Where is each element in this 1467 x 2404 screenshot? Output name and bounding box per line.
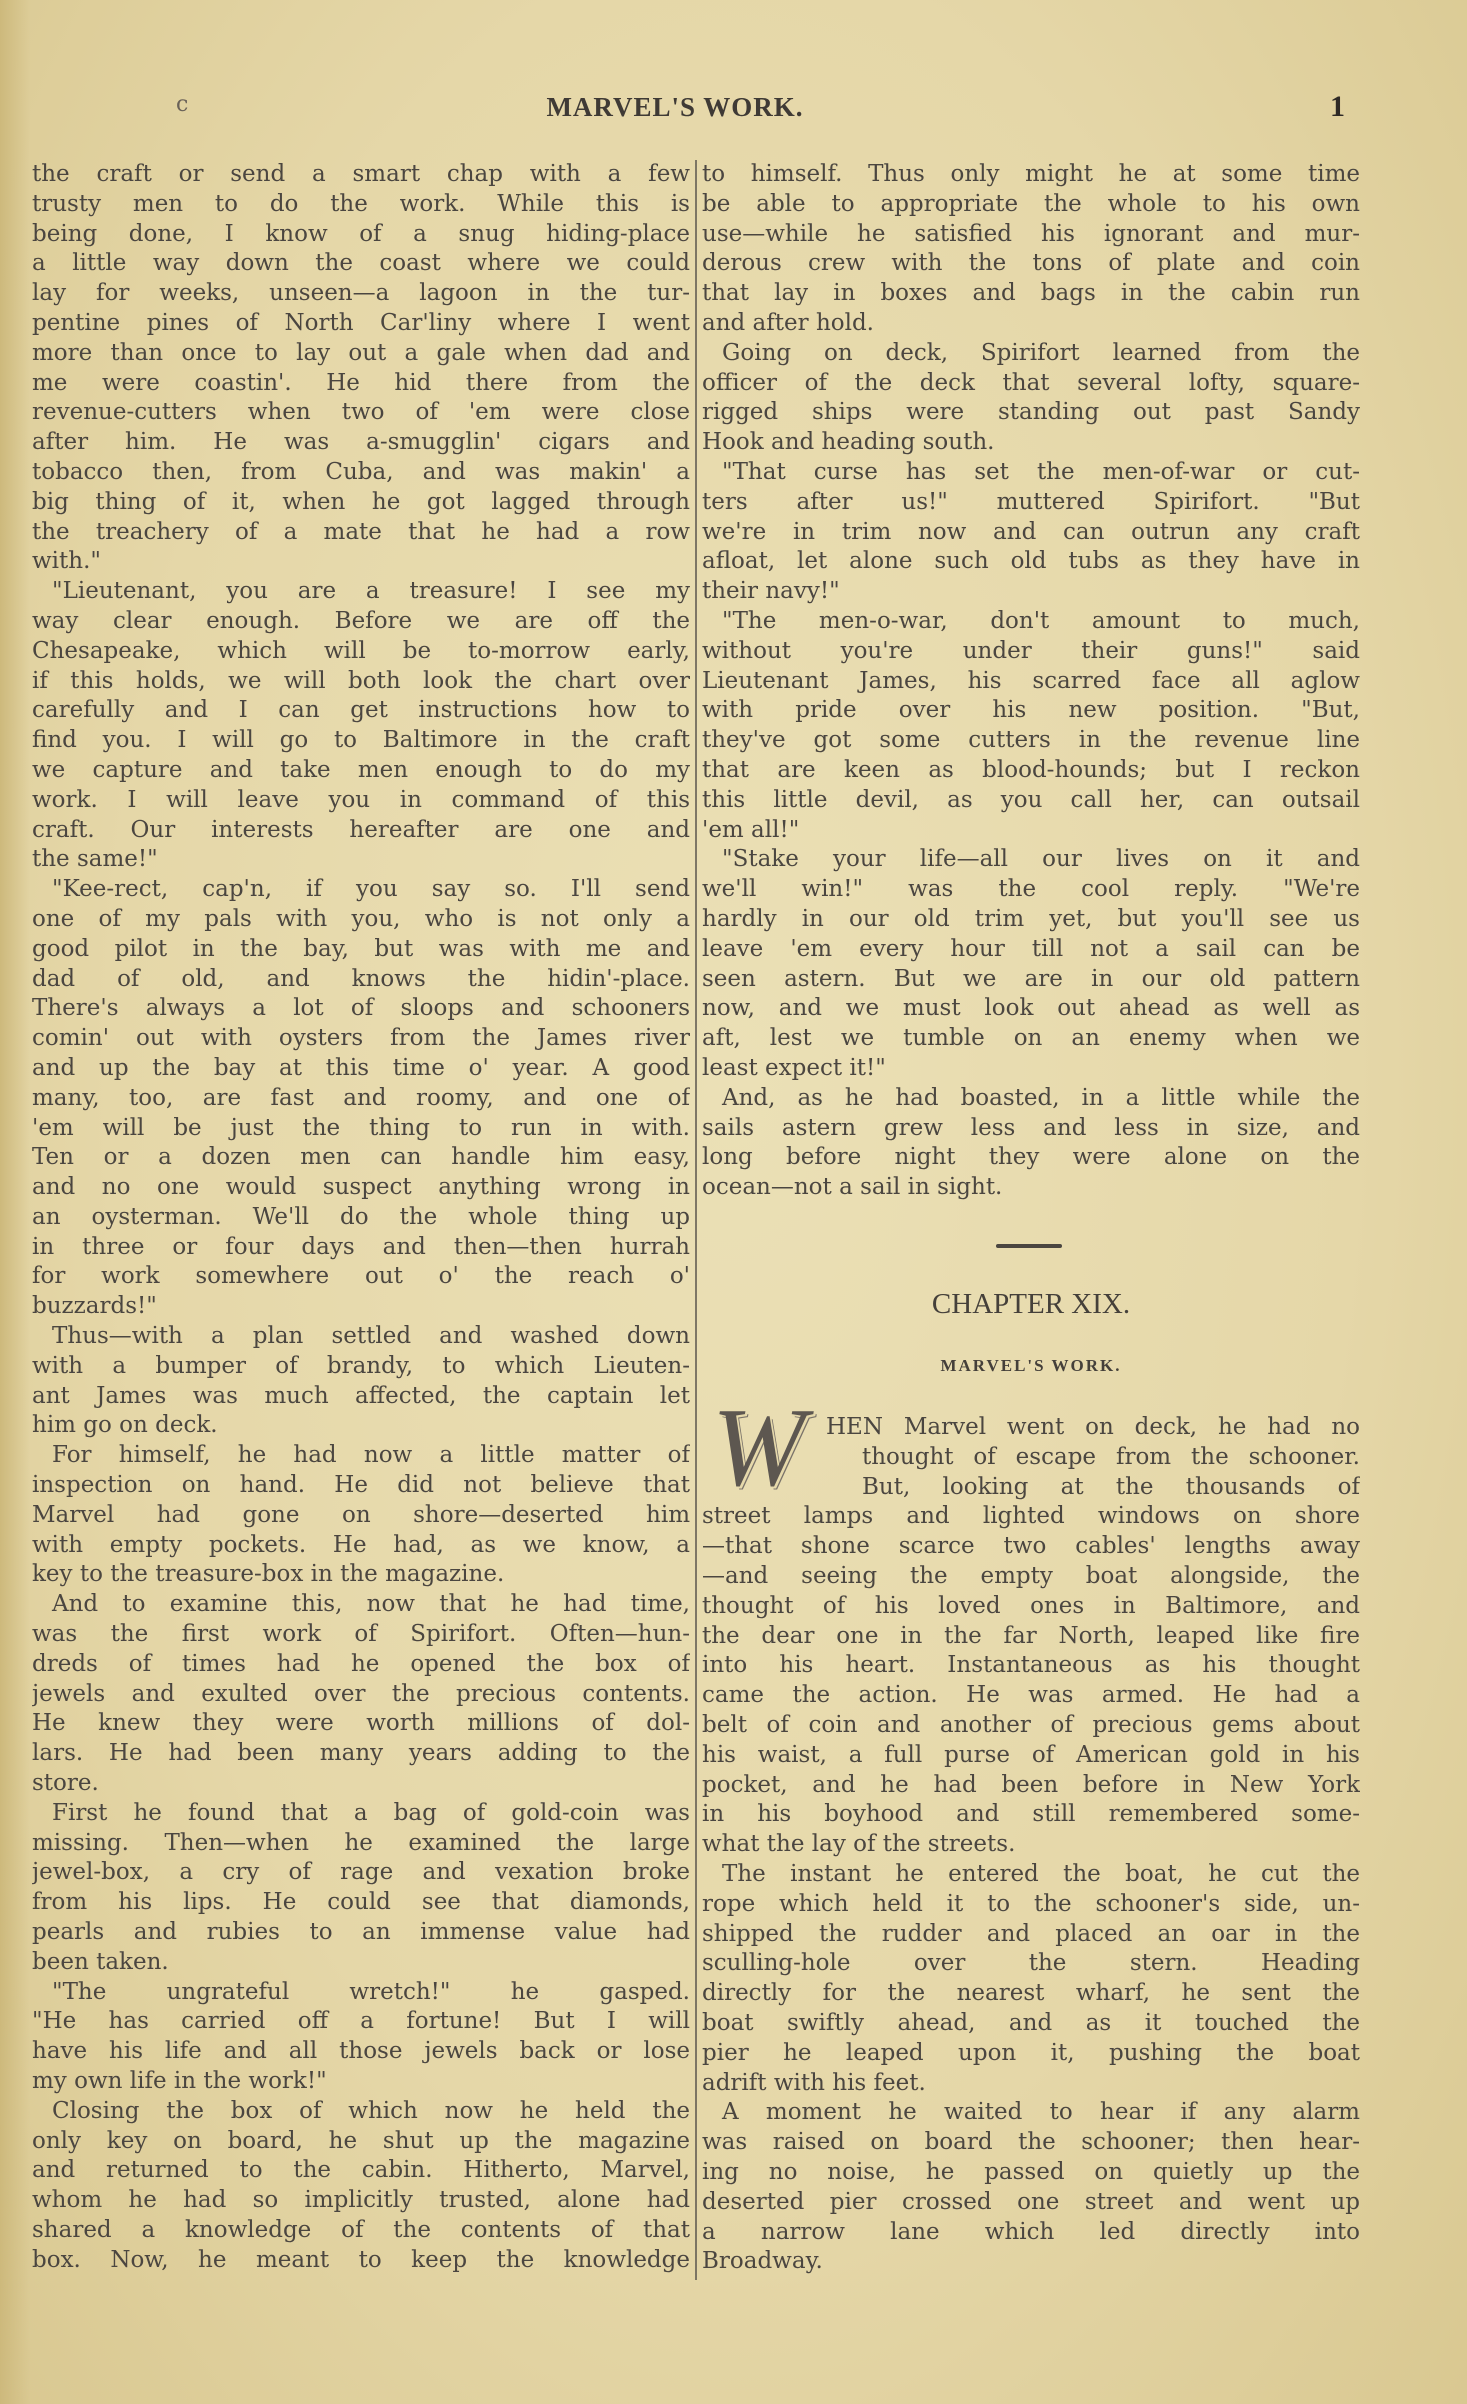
text-line: thought of escape from the schooner.	[862, 1443, 1360, 1470]
text-line: lay for weeks, unseen—a lagoon in the tur-	[32, 280, 690, 307]
text-line: deserted pier crossed one street and went up	[702, 2188, 1360, 2215]
text-line: jewel-box, a cry of rage and vexation broke	[32, 1859, 690, 1886]
text-line: we capture and take men enough to do my	[32, 756, 690, 783]
text-line: pearls and rubies to an immense value had	[32, 1919, 690, 1946]
text-line: Ten or a dozen men can handle him easy,	[32, 1144, 690, 1171]
paragraph	[702, 607, 1360, 845]
text-line: with a bumper of brandy, to which Lieuten-	[32, 1352, 690, 1379]
text-line: least expect it!"	[702, 1054, 886, 1081]
paragraph	[32, 160, 690, 577]
text-line: A moment he waited to hear if any alarm	[722, 2099, 1360, 2126]
text-line: in his boyhood and still remembered some-	[702, 1801, 1360, 1828]
text-line: and up the bay at this time o' year. A good	[32, 1054, 690, 1081]
text-line: they've got some cutters in the revenue line	[702, 727, 1360, 754]
paragraph	[32, 2097, 690, 2276]
paragraph	[32, 1590, 690, 1799]
text-line: Lieutenant James, his scarred face all aglow	[702, 667, 1360, 694]
text-line: First he found that a bag of gold-coin was	[52, 1799, 690, 1826]
text-line: "The men-o-war, don't amount to much,	[722, 607, 1360, 634]
text-line: to himself. Thus only might he at some time	[702, 161, 1360, 187]
text-line: aft, lest we tumble on an enemy when we	[702, 1025, 1360, 1052]
text-line: key to the treasure-box in the magazine.	[32, 1561, 505, 1588]
text-line: "That curse has set the men-of-war or cut-	[722, 458, 1360, 485]
text-line: only key on board, he shut up the magazine	[32, 2127, 690, 2154]
paragraph	[32, 1978, 690, 2097]
text-line: He knew they were worth millions of dol-	[32, 1710, 690, 1737]
text-line: street lamps and lighted windows on shore	[702, 1503, 1360, 1530]
text-line: now, and we must look out ahead as well as	[702, 995, 1360, 1022]
drop-cap: W	[712, 1386, 806, 1510]
text-line: been taken.	[32, 1948, 169, 1975]
text-line: boat swiftly ahead, and as it touched the	[702, 2009, 1360, 2036]
text-line: seen astern. But we are in our old pattern	[702, 965, 1360, 992]
page-number: 1	[1330, 90, 1345, 123]
text-line: —that shone scarce two cables' lengths away	[702, 1533, 1360, 1560]
text-line: from his lips. He could see that diamonds,	[32, 1889, 690, 1916]
text-line: into his heart. Instantaneous as his thought	[702, 1652, 1360, 1679]
text-line: And, as he had boasted, in a little while the	[722, 1084, 1360, 1111]
text-line: find you. I will go to Baltimore in the craft	[32, 727, 690, 754]
text-line: afloat, let alone such old tubs as they have in	[702, 548, 1360, 575]
text-line: the treachery of a mate that he had a row	[32, 518, 690, 545]
text-line: store.	[32, 1770, 99, 1797]
text-line: adrift with his feet.	[702, 2069, 926, 2096]
text-line: dreds of times had he opened the box of	[32, 1650, 690, 1677]
column-divider	[695, 160, 697, 2280]
text-line: in three or four days and then—then hurrah	[32, 1233, 690, 1260]
paragraph	[702, 339, 1360, 458]
text-line: pocket, and he had been before in New York	[702, 1771, 1360, 1798]
text-line: revenue-cutters when two of 'em were close	[32, 399, 690, 426]
text-line: "Stake your life—all our lives on it and	[722, 846, 1360, 873]
page-edge-shadow	[0, 0, 30, 2404]
text-line: derous crew with the tons of plate and coin	[702, 250, 1360, 277]
text-line: was the first work of Spirifort. Often—hun-	[32, 1621, 690, 1648]
text-line: one of my pals with you, who is not only a	[32, 905, 690, 932]
text-line: long before night they were alone on the	[702, 1144, 1360, 1171]
text-line: carefully and I can get instructions how to	[32, 697, 690, 724]
text-line: And to examine this, now that he had time,	[52, 1591, 690, 1618]
paragraph	[32, 577, 690, 875]
text-line: big thing of it, when he got lagged through	[32, 488, 690, 515]
text-line: dad of old, and knows the hidin'-place.	[32, 965, 690, 992]
text-line: rigged ships were standing out past Sandy	[702, 399, 1360, 426]
text-line: shipped the rudder and placed an oar in the	[702, 1920, 1360, 1947]
text-line: "Kee-rect, cap'n, if you say so. I'll send	[52, 876, 690, 903]
text-line: pier he leaped upon it, pushing the boat	[702, 2039, 1360, 2066]
text-line: missing. Then—when he examined the large	[32, 1829, 690, 1856]
text-line: directly for the nearest wharf, he sent the	[702, 1980, 1360, 2007]
text-line: and after hold.	[702, 309, 874, 336]
text-line: comin' out with oysters from the James river	[32, 1025, 690, 1052]
text-line: 'em all!"	[702, 816, 800, 843]
text-line: belt of coin and another of precious gems about	[702, 1711, 1360, 1738]
text-line: leave 'em every hour till not a sail can be	[702, 935, 1360, 962]
text-line: the dear one in the far North, leaped like fire	[702, 1622, 1360, 1649]
text-line: without you're under their guns!" said	[702, 637, 1360, 664]
text-line: Hook and heading south.	[702, 429, 995, 456]
text-line: thought of his loved ones in Baltimore, and	[702, 1592, 1360, 1619]
text-line: that lay in boxes and bags in the cabin run	[702, 280, 1360, 307]
running-head: MARVEL'S WORK.	[546, 92, 804, 122]
text-line: rope which held it to the schooner's side, un-	[702, 1890, 1360, 1917]
text-line: Chesapeake, which will be to-morrow early,	[32, 637, 690, 664]
text-line: Thus—with a plan settled and washed down	[52, 1323, 690, 1350]
text-line: "The ungrateful wretch!" he gasped.	[52, 1978, 690, 2005]
text-line: him go on deck.	[32, 1412, 218, 1439]
text-line: Broadway.	[702, 2248, 823, 2275]
print-mark: c	[176, 92, 189, 117]
text-line: box. Now, he meant to keep the knowledge	[32, 2246, 690, 2273]
text-line: Marvel had gone on shore—deserted him	[32, 1501, 690, 1528]
text-line: pentine pines of North Car'liny where I went	[32, 309, 690, 336]
text-line: after him. He was a-smugglin' cigars and	[32, 429, 690, 456]
text-line: whom he had so implicitly trusted, alone had	[32, 2187, 690, 2214]
chapter-subtitle: MARVEL'S WORK.	[940, 1356, 1122, 1375]
paragraph	[702, 1084, 1360, 1203]
text-line: Closing the box of which now he held the	[52, 2097, 690, 2124]
paragraph	[702, 1413, 1360, 1860]
text-line: being done, I know of a snug hiding-place	[32, 220, 690, 247]
paragraph	[702, 845, 1360, 1083]
section-rule	[996, 1244, 1062, 1248]
text-line: and returned to the cabin. Hitherto, Marvel,	[32, 2157, 690, 2184]
text-line: that are keen as blood-hounds; but I reckon	[702, 756, 1360, 783]
text-line: The instant he entered the boat, he cut the	[722, 1860, 1360, 1887]
text-line: trusty men to do the work. While this is	[32, 190, 690, 217]
text-line: if this holds, we will both look the chart over	[32, 667, 690, 694]
text-line: "Lieutenant, you are a treasure! I see my	[52, 578, 690, 605]
paragraph	[32, 1441, 690, 1590]
text-line: way clear enough. Before we are off the	[32, 607, 690, 634]
text-line: an oysterman. We'll do the whole thing up	[32, 1203, 690, 1230]
paragraph	[702, 1860, 1360, 2098]
text-line: —and seeing the empty boat alongside, the	[702, 1562, 1360, 1589]
text-line: good pilot in the bay, but was with me and	[32, 935, 690, 962]
text-line: we'll win!" was the cool reply. "We're	[702, 876, 1360, 903]
text-line: For himself, he had now a little matter of	[52, 1442, 690, 1469]
text-line: jewels and exulted over the precious contents.	[32, 1680, 690, 1707]
text-line: hardly in our old trim yet, but you'll see us	[702, 905, 1360, 932]
text-line: with empty pockets. He had, as we know, a	[32, 1531, 690, 1558]
text-line: the craft or send a smart chap with a few	[32, 161, 690, 187]
text-line: "He has carried off a fortune! But I will	[32, 2008, 690, 2035]
text-line: lars. He had been many years adding to the	[32, 1740, 690, 1767]
text-line: their navy!"	[702, 578, 840, 605]
right-column-bottom	[702, 1413, 1360, 2277]
chapter-title: CHAPTER XIX.	[931, 1288, 1131, 1320]
text-line: for work somewhere out o' the reach o'	[32, 1263, 690, 1290]
text-line: the same!"	[32, 846, 158, 873]
text-line: sculling-hole over the stern. Heading	[702, 1950, 1360, 1977]
text-line: we're in trim now and can outrun any craft	[702, 518, 1360, 545]
text-line: But, looking at the thousands of	[862, 1473, 1360, 1500]
text-line: have his life and all those jewels back or lose	[32, 2038, 690, 2065]
text-line: ocean—not a sail in sight.	[702, 1174, 1003, 1201]
text-line: buzzards!"	[32, 1293, 157, 1320]
text-line: with pride over his new position. "But,	[702, 697, 1360, 724]
paragraph	[32, 875, 690, 1322]
text-line: and no one would suspect anything wrong in	[32, 1174, 690, 1201]
paragraph	[702, 2098, 1360, 2277]
text-line: There's always a lot of sloops and schooners	[32, 995, 690, 1022]
text-line: what the lay of the streets.	[702, 1831, 1016, 1858]
right-column-top	[702, 160, 1360, 1203]
text-line: shared a knowledge of the contents of that	[32, 2216, 690, 2243]
text-line: officer of the deck that several lofty, square-	[702, 369, 1360, 396]
paragraph	[702, 160, 1360, 339]
text-line: my own life in the work!"	[32, 2068, 327, 2094]
text-line: sails astern grew less and less in size, and	[702, 1114, 1360, 1141]
text-line: inspection on hand. He did not believe that	[32, 1472, 690, 1499]
text-line: craft. Our interests hereafter are one and	[32, 816, 690, 843]
text-line: tobacco then, from Cuba, and was makin' a	[32, 458, 690, 485]
text-line: with."	[32, 548, 101, 575]
text-line: many, too, are fast and roomy, and one of	[32, 1084, 690, 1111]
text-line: was raised on board the schooner; then hear-	[702, 2129, 1360, 2156]
text-line: ant James was much affected, the captain let	[32, 1382, 690, 1409]
paragraph	[32, 1322, 690, 1441]
text-line: more than once to lay out a gale when dad and	[32, 339, 690, 366]
text-line: work. I will leave you in command of this	[32, 786, 690, 813]
text-line: me were coastin'. He hid there from the	[32, 369, 690, 396]
paragraph	[702, 458, 1360, 607]
text-line: a little way down the coast where we could	[32, 250, 690, 277]
text-line: be able to appropriate the whole to his own	[702, 190, 1360, 217]
left-column	[32, 160, 690, 2276]
text-line: HEN Marvel went on deck, he had no	[826, 1414, 1360, 1440]
text-line: 'em will be just the thing to run in with.	[32, 1114, 690, 1141]
text-line: his waist, a full purse of American gold in his	[702, 1741, 1360, 1768]
text-line: came the action. He was armed. He had a	[702, 1682, 1360, 1709]
text-line: this little devil, as you call her, can outsail	[702, 786, 1360, 813]
text-line: ters after us!" muttered Spirifort. "But	[702, 488, 1360, 515]
paragraph	[32, 1799, 690, 1978]
text-line: use—while he satisfied his ignorant and mur-	[702, 220, 1360, 247]
text-line: ing no noise, he passed on quietly up the	[702, 2158, 1360, 2185]
text-line: a narrow lane which led directly into	[702, 2218, 1360, 2245]
text-line: Going on deck, Spirifort learned from the	[722, 339, 1360, 366]
